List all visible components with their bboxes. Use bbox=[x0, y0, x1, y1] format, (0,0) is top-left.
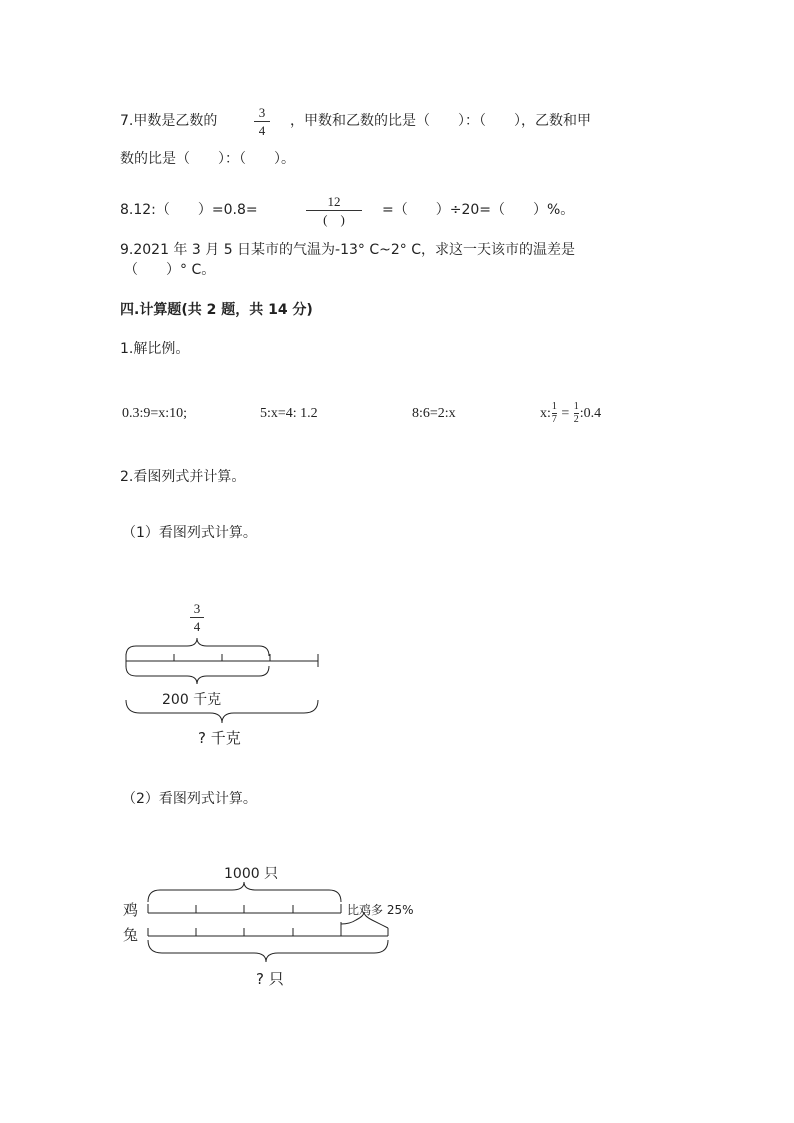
q7-line1-after: ，甲数和乙数的比是（ ）：（ ），乙数和甲 bbox=[290, 113, 591, 129]
diagram-1-total-label: ? 千克 bbox=[198, 729, 241, 747]
equation-2: 5:x=4: 1.2 bbox=[260, 406, 318, 421]
q7-fraction-denominator: 4 bbox=[258, 123, 266, 138]
diagram-1-mid-label: 200 千克 bbox=[162, 692, 222, 708]
equation-4-fraction-1-numerator: 1 bbox=[551, 401, 557, 413]
diagram-2-top-label: 1000 只 bbox=[224, 866, 279, 882]
diagram-1-fraction-numerator: 3 bbox=[193, 601, 201, 616]
problem1-title: 1.解比例。 bbox=[120, 341, 190, 357]
diagram-2-chicken-label: 鸡 bbox=[123, 901, 139, 919]
equation-3: 8:6=2:x bbox=[412, 406, 456, 421]
section-title: 四.计算题(共 2 题，共 14 分) bbox=[120, 302, 313, 318]
diagram-2-total-label: ? 只 bbox=[256, 970, 284, 988]
equation-4-suffix: :0.4 bbox=[579, 406, 602, 421]
subproblem-1-title: （1）看图列式计算。 bbox=[122, 525, 257, 541]
diagram-1-fraction-denominator: 4 bbox=[193, 619, 201, 634]
q8-fraction-numerator: 12 bbox=[327, 194, 341, 209]
q8-before: 8.12:（ ）=0.8= bbox=[120, 202, 258, 218]
equation-4-fraction-1-denominator: 7 bbox=[551, 414, 557, 426]
equation-1: 0.3:9=x:10; bbox=[122, 406, 188, 421]
diagram-2-extra-label: 比鸡多 25% bbox=[347, 903, 414, 917]
equation-4-prefix: x: bbox=[540, 406, 551, 421]
q7-line1-before: 7.甲数是乙数的 bbox=[120, 113, 218, 129]
equation-4-fraction-2-denominator: 2 bbox=[573, 414, 579, 426]
subproblem-2-title: （2）看图列式计算。 bbox=[122, 791, 257, 807]
q7-line2: 数的比是（ ）：（ ）。 bbox=[120, 151, 295, 167]
q9-line2: （ ）° C。 bbox=[124, 262, 216, 278]
diagram-2-top-brace bbox=[148, 882, 341, 902]
q7-fraction-numerator: 3 bbox=[258, 105, 266, 120]
equation-4-equals: = bbox=[561, 406, 570, 421]
equation-4-fraction-2-numerator: 1 bbox=[573, 401, 579, 413]
q8-fraction-denominator: ( ) bbox=[323, 212, 345, 227]
problem2-title: 2.看图列式并计算。 bbox=[120, 469, 246, 485]
q9-line1: 9.2021 年 3 月 5 日某市的气温为-13° C~2° C，求这一天该市的温差是 bbox=[120, 242, 576, 258]
diagram-2-total-brace bbox=[148, 940, 388, 962]
q8-after: =（ ）÷20=（ ）%。 bbox=[382, 202, 575, 218]
diagram-2-rabbit-label: 兔 bbox=[123, 926, 139, 944]
